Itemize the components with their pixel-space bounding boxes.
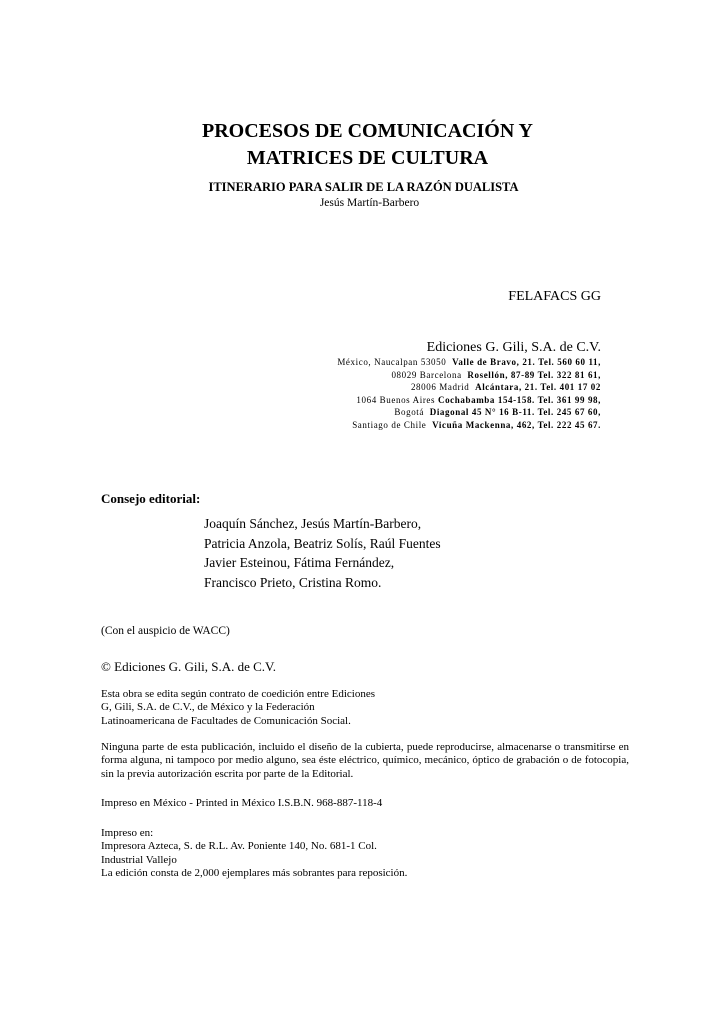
consejo-name-line: Francisco Prieto, Cristina Romo.: [204, 574, 382, 590]
coedicion-line: G, Gili, S.A. de C.V., de México y la Federación: [101, 701, 315, 714]
coedicion-line: Esta obra se edita según contrato de coedición entre Ediciones: [101, 688, 375, 700]
address-street: Alcántara, 21. Tel. 401 17 02: [475, 382, 601, 392]
address-line: [337, 406, 601, 419]
consejo-name-line: Javier Esteinou, Fátima Fernández,: [204, 555, 395, 570]
auspicio-note: (Con el auspicio de WACC): [101, 625, 230, 637]
address-line: [337, 381, 601, 394]
author: Jesús Martín-Barbero: [319, 197, 420, 209]
title-line-1: PROCESOS DE COMUNICACIÓN Y: [202, 120, 533, 142]
consejo-label: Consejo editorial:: [101, 491, 201, 506]
address-city: Bogotá: [394, 407, 425, 417]
address-line: [337, 356, 601, 369]
address-city: México, Naucalpan 53050: [337, 357, 447, 367]
printer-line: Industrial Vallejo: [101, 853, 177, 866]
publisher-addresses: [337, 356, 601, 431]
consejo-name-line: Joaquín Sánchez, Jesús Martín-Barbero,: [204, 516, 422, 531]
coedicion-line: Latinoamericana de Facultades de Comunicación Social.: [101, 714, 351, 727]
coedicion-paragraph: [101, 688, 375, 728]
consejo-names: [204, 514, 441, 592]
rights-paragraph: Ninguna parte de esta publicación, incluido el diseño de la cubierta, puede reproducirse, almacenarse o transmitirse en forma alguna, ni tampoco por medio alguno, sea éste eléctrico, químico, mecánico, óptico de grabación o de fotocopia, sin la previa autorización escrita por parte de la Editorial.: [101, 741, 629, 780]
address-city: 1064 Buenos Aires: [356, 394, 436, 405]
address-street: Diagonal 45 N° 16 B-11. Tel. 245 67 60,: [429, 407, 601, 417]
address-street: Rosellón, 87-89 Tel. 322 81 61,: [467, 369, 601, 380]
address-city: 28006 Madrid: [410, 382, 470, 392]
printer-line: Impreso en:: [101, 827, 154, 839]
isbn-line: Impreso en México - Printed in México I.S.B.N. 968-887-118-4: [101, 797, 383, 809]
address-line: [337, 369, 601, 382]
copyright: © Ediciones G. Gili, S.A. de C.V.: [101, 659, 277, 674]
address-street: Vicuña Mackenna, 462, Tel. 222 45 67.: [432, 419, 601, 430]
address-street: Cochabamba 154-158. Tel. 361 99 98,: [437, 394, 601, 405]
printer-line: Impresora Azteca, S. de R.L. Av. Poniente 140, No. 681-1 Col.: [101, 840, 377, 853]
title-line-2: MATRICES DE CULTURA: [246, 147, 489, 169]
imprint: FELAFACS GG: [508, 289, 601, 304]
consejo-name-line: Patricia Anzola, Beatriz Solís, Raúl Fuentes: [204, 535, 441, 551]
address-city: Santiago de Chile: [352, 419, 427, 430]
address-street: Valle de Bravo, 21. Tel. 560 60 11,: [452, 357, 601, 367]
subtitle: ITINERARIO PARA SALIR DE LA RAZÓN DUALISTA: [208, 180, 519, 194]
address-line: [337, 419, 601, 432]
address-city: 08029 Barcelona: [391, 369, 462, 380]
publisher-name: Ediciones G. Gili, S.A. de C.V.: [426, 340, 601, 355]
address-line: [337, 394, 601, 407]
printer-info: [101, 827, 407, 880]
printer-line: La edición consta de 2,000 ejemplares más sobrantes para reposición.: [101, 866, 408, 879]
